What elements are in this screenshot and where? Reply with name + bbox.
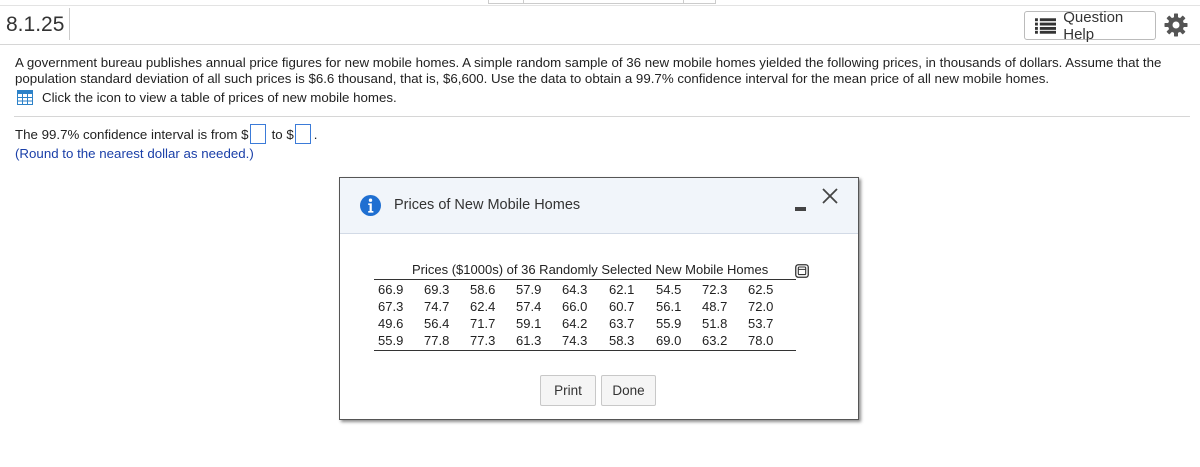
rounding-note: (Round to the nearest dollar as needed.) bbox=[15, 146, 254, 161]
answer-line bbox=[15, 124, 317, 144]
close-icon[interactable] bbox=[821, 187, 839, 205]
table-row bbox=[378, 281, 788, 298]
price-cell: 74.7 bbox=[424, 299, 450, 314]
price-cell: 57.4 bbox=[516, 299, 542, 314]
price-cell: 58.6 bbox=[470, 282, 496, 297]
answer-middle: to $ bbox=[271, 126, 294, 142]
price-cell: 58.3 bbox=[609, 333, 635, 348]
price-cell: 60.7 bbox=[609, 299, 635, 314]
prices-table bbox=[378, 281, 788, 349]
table-title: Prices ($1000s) of 36 Randomly Selected New Mobile Homes bbox=[412, 262, 769, 277]
price-cell: 66.9 bbox=[378, 282, 404, 297]
table-row bbox=[378, 315, 788, 332]
dialog-header bbox=[340, 178, 858, 234]
price-cell: 55.9 bbox=[378, 333, 404, 348]
price-cell: 51.8 bbox=[702, 316, 728, 331]
copy-to-clipboard-icon[interactable] bbox=[795, 264, 809, 278]
upper-bound-input[interactable] bbox=[295, 124, 311, 144]
price-cell: 66.0 bbox=[562, 299, 588, 314]
price-cell: 61.3 bbox=[516, 333, 542, 348]
answer-prefix: The 99.7% confidence interval is from $ bbox=[15, 126, 249, 142]
info-icon bbox=[360, 195, 381, 216]
price-cell: 64.2 bbox=[562, 316, 588, 331]
price-cell: 72.0 bbox=[748, 299, 774, 314]
top-divider bbox=[0, 5, 1200, 6]
minimize-icon[interactable] bbox=[795, 198, 809, 212]
price-cell: 56.1 bbox=[656, 299, 682, 314]
price-cell: 64.3 bbox=[562, 282, 588, 297]
price-cell: 56.4 bbox=[424, 316, 450, 331]
price-cell: 77.8 bbox=[424, 333, 450, 348]
list-icon bbox=[1035, 18, 1056, 34]
price-cell: 63.7 bbox=[609, 316, 635, 331]
header-separator bbox=[69, 8, 70, 40]
price-cell: 49.6 bbox=[378, 316, 404, 331]
price-cell: 78.0 bbox=[748, 333, 774, 348]
price-cell: 69.3 bbox=[424, 282, 450, 297]
price-cell: 62.5 bbox=[748, 282, 774, 297]
done-button[interactable]: Done bbox=[601, 375, 656, 406]
print-button[interactable]: Print bbox=[540, 375, 596, 406]
price-cell: 55.9 bbox=[656, 316, 682, 331]
question-help-button[interactable] bbox=[1024, 8, 1156, 43]
price-cell: 59.1 bbox=[516, 316, 542, 331]
gear-icon[interactable] bbox=[1164, 13, 1188, 37]
table-row bbox=[378, 332, 788, 349]
price-cell: 54.5 bbox=[656, 282, 682, 297]
problem-id: 8.1.25 bbox=[6, 13, 65, 36]
price-cell: 72.3 bbox=[702, 282, 728, 297]
content-divider bbox=[14, 116, 1190, 117]
problem-statement: A government bureau publishes annual price figures for new mobile homes. A simple random sample of 36 new mobile homes yielded the following prices, in thousands of dollars. Assume that the population standard deviation of all such prices is $6.6 thousand, that is, $6,600. Use the data to obtain a 99.7% confidence interval for the mean price of all new mobile homes. bbox=[15, 55, 1162, 86]
price-cell: 62.4 bbox=[470, 299, 496, 314]
price-cell: 74.3 bbox=[562, 333, 588, 348]
lower-bound-input[interactable] bbox=[250, 124, 266, 144]
view-table-link[interactable] bbox=[17, 90, 397, 105]
price-cell: 57.9 bbox=[516, 282, 542, 297]
table-link-label: Click the icon to view a table of prices of new mobile homes. bbox=[42, 90, 397, 105]
price-cell: 62.1 bbox=[609, 282, 635, 297]
price-cell: 63.2 bbox=[702, 333, 728, 348]
question-help-label: Question Help bbox=[1063, 8, 1124, 43]
price-cell: 67.3 bbox=[378, 299, 404, 314]
price-cell: 48.7 bbox=[702, 299, 728, 314]
header-divider bbox=[0, 44, 1200, 45]
table-row bbox=[378, 298, 788, 315]
price-cell: 77.3 bbox=[470, 333, 496, 348]
answer-suffix: . bbox=[313, 126, 318, 142]
dialog-title: Prices of New Mobile Homes bbox=[394, 197, 581, 213]
table-bottom-rule bbox=[374, 350, 796, 351]
top-tab-strip bbox=[488, 0, 716, 4]
price-cell: 53.7 bbox=[748, 316, 774, 331]
price-cell: 69.0 bbox=[656, 333, 682, 348]
table-grid-icon[interactable] bbox=[17, 90, 33, 105]
table-top-rule bbox=[374, 279, 796, 280]
prices-dialog bbox=[339, 177, 859, 420]
price-cell: 71.7 bbox=[470, 316, 496, 331]
